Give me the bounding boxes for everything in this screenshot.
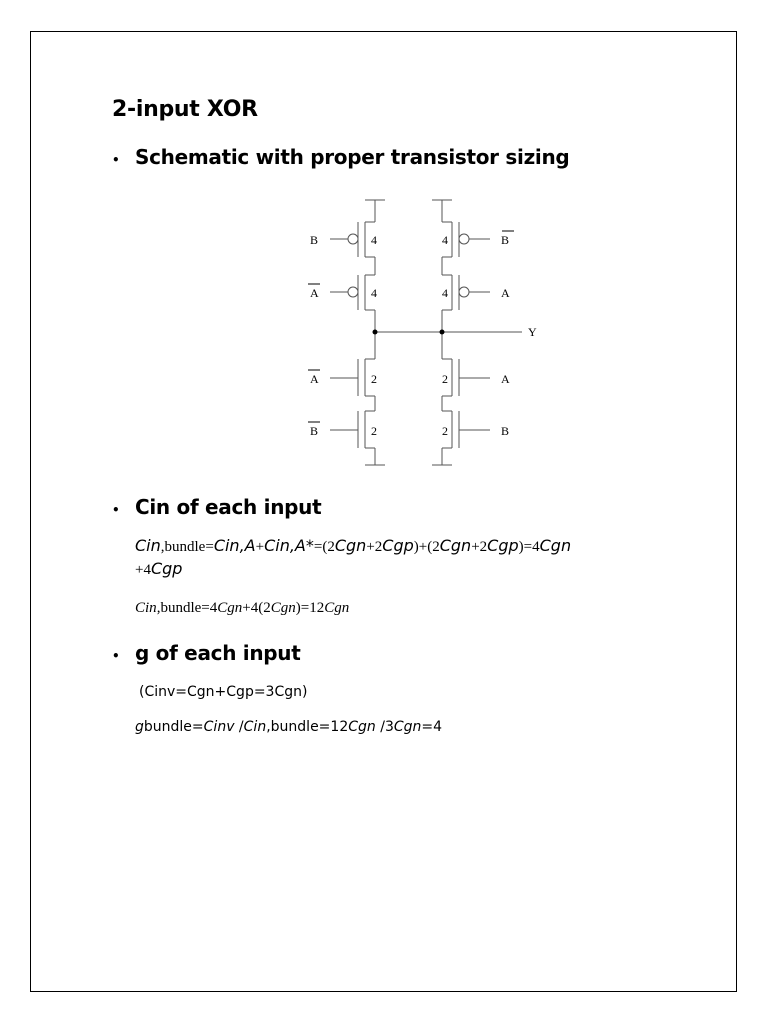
- bullet-schematic: [112, 145, 569, 169]
- output-label: Y: [528, 325, 537, 339]
- gate-label: B: [501, 233, 510, 247]
- bullet-dot: •: [112, 649, 120, 663]
- gate-label: B: [310, 424, 319, 438]
- gate-label: A: [310, 286, 319, 300]
- size-label: 4: [371, 233, 377, 247]
- size-label: 4: [442, 233, 448, 247]
- gate-label: A: [501, 286, 510, 300]
- size-label: 2: [371, 372, 377, 386]
- gate-label: B: [501, 424, 510, 438]
- cin-equation: Cin,bundle=Cin,A+Cin,A*=(2Cgn+2Cgp)+(2Cgn+2Cgp)=4Cgn +4Cgp: [135, 536, 572, 578]
- g-bundle-equation: gbundle=Cinv /Cin,bundle=12Cgn /3Cgn=4: [135, 719, 443, 735]
- size-label: 4: [442, 286, 448, 300]
- gate-label: A: [310, 372, 319, 386]
- size-label: 2: [371, 424, 377, 438]
- slide-title: 2-input XOR: [112, 97, 258, 122]
- bullet-dot: •: [112, 153, 120, 167]
- cinv-definition: (Cinv=Cgn+Cgp=3Cgn): [139, 684, 308, 700]
- bullet-g: [112, 641, 301, 665]
- gate-label: B: [310, 233, 319, 247]
- size-label: 2: [442, 372, 448, 386]
- size-label: 2: [442, 424, 448, 438]
- bullet-text: Cin of each input: [135, 495, 322, 519]
- gate-label: A: [501, 372, 510, 386]
- cin-bundle-equation: Cin,bundle=4Cgn+4(2Cgn)=12Cgn: [135, 600, 350, 616]
- size-label: 4: [371, 286, 377, 300]
- bullet-text: g of each input: [135, 641, 301, 665]
- bullet-text: Schematic with proper transistor sizing: [135, 145, 570, 169]
- xor-schematic: [300, 195, 550, 475]
- bullet-cin: [112, 495, 321, 519]
- bullet-dot: •: [112, 503, 120, 517]
